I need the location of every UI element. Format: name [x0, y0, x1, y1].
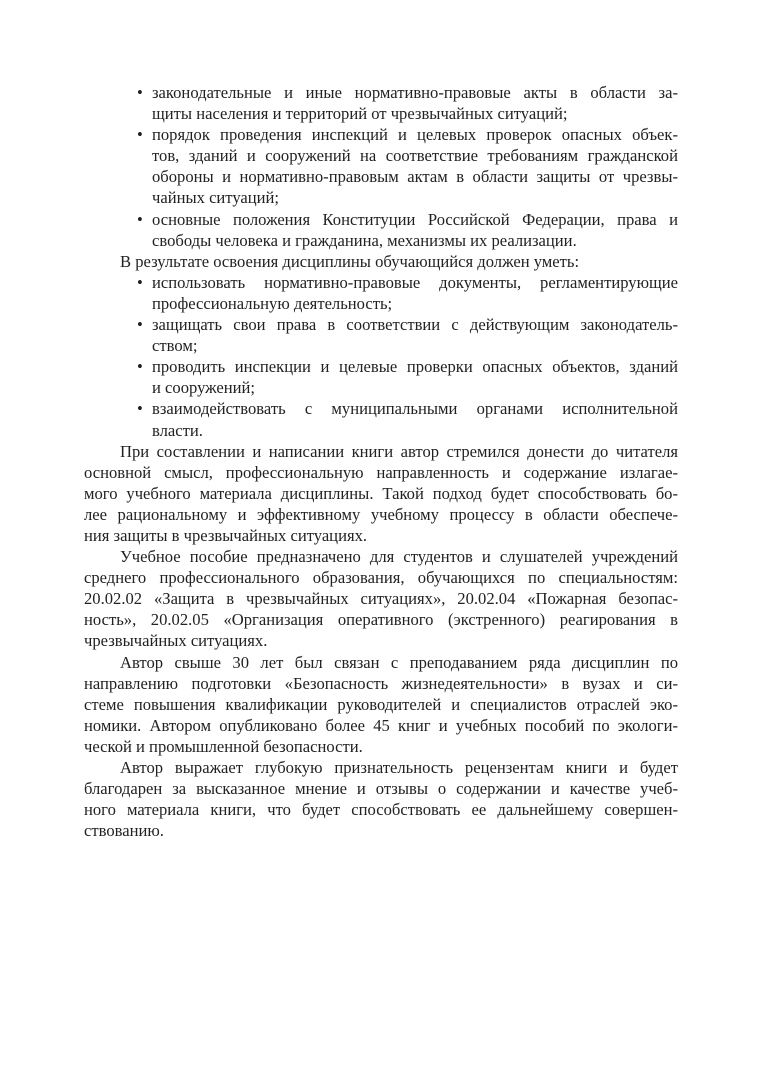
text-line: щиты населения и территорий от чрезвычайных ситуаций;: [152, 104, 568, 124]
paragraph: [84, 546, 678, 651]
text-line: Автор свыше 30 лет был связан с преподаванием ряда дисциплин по: [120, 652, 678, 672]
text-line: тов, зданий и сооружений на соответствие требованиям гражданской: [152, 146, 678, 166]
paragraph: [84, 652, 678, 757]
paragraph: [84, 441, 678, 546]
text-line: ствованию.: [84, 821, 164, 841]
bullet-icon: •: [137, 315, 143, 335]
bullet-icon: •: [137, 357, 143, 377]
text-line: чайных ситуаций;: [152, 188, 280, 208]
text-line: и сооружений;: [152, 378, 256, 398]
text-line: ческой и промышленной безопасности.: [84, 736, 363, 756]
bullet-item: [84, 398, 678, 440]
text-line: Учебное пособие предназначено для студентов и слушателей учреждений: [120, 547, 678, 567]
text-line: лее рациональному и эффективному учебному процессу в области обеспече-: [84, 504, 678, 524]
text-line: ность», 20.02.05 «Организация оперативного (экстренного) реагирования в: [84, 610, 678, 630]
bullet-icon: •: [137, 399, 143, 419]
paragraph: [84, 757, 678, 841]
text-line: взаимодействовать с муниципальными органами исполнительной: [152, 399, 678, 419]
text-line: использовать нормативно-правовые документы, регламентирующие: [152, 272, 678, 292]
text-line: При составлении и написании книги автор стремился донести до читателя: [120, 441, 678, 461]
text-line: власти.: [152, 420, 203, 440]
bullet-icon: •: [137, 83, 143, 102]
bullet-item: [84, 272, 678, 314]
text-line: свободы человека и гражданина, механизмы их реализации.: [152, 230, 577, 250]
bullet-icon: •: [137, 209, 143, 229]
text-line: основной смысл, профессиональную направленность и содержание излагае-: [84, 462, 678, 482]
lead-line: [84, 251, 678, 272]
text-line: благодарен за высказанное мнение и отзывы о содержании и качестве учеб-: [84, 779, 678, 799]
text-line: проводить инспекции и целевые проверки опасных объектов, зданий: [152, 357, 678, 377]
text-line: 20.02.02 «Защита в чрезвычайных ситуациях», 20.02.04 «Пожарная безопас-: [84, 589, 678, 609]
text-line: профессиональную деятельность;: [152, 293, 393, 313]
document-page: [84, 82, 678, 841]
bullet-item: [84, 124, 678, 208]
bullet-item: [84, 314, 678, 356]
text-line: обороны и нормативно-правовым актам в области защиты от чрезвы-: [152, 167, 678, 187]
text-line: ния защиты в чрезвычайных ситуациях.: [84, 525, 368, 545]
text-line: порядок проведения инспекций и целевых проверок опасных объек-: [152, 125, 678, 145]
text-line: законодательные и иные нормативно-правовые акты в области за-: [152, 83, 678, 102]
bullet-icon: •: [137, 272, 143, 292]
text-line: ством;: [152, 336, 198, 356]
text-line: Автор выражает глубокую признательность рецензентам книги и будет: [120, 758, 678, 777]
text-line: среднего профессионального образования, обучающихся по специальностям:: [84, 568, 678, 588]
bullet-item: [84, 82, 678, 124]
text-line: ного материала книги, что будет способствовать ее дальнейшему совершен-: [84, 800, 678, 820]
text-line: чрезвычайных ситуациях.: [84, 631, 268, 651]
text-line: основные положения Конституции Российской Федерации, права и: [152, 209, 678, 229]
bullet-icon: •: [137, 125, 143, 145]
text-line: защищать свои права в соответствии с действующим законодатель-: [152, 315, 678, 335]
bullet-item: [84, 209, 678, 251]
text-line: мого учебного материала дисциплины. Такой подход будет способствовать бо-: [84, 483, 678, 503]
text-line: В результате освоения дисциплины обучающийся должен уметь:: [120, 251, 580, 271]
bullet-item: [84, 356, 678, 398]
text-line: стеме повышения квалификации руководителей и специалистов отраслей эко-: [84, 694, 678, 714]
text-line: направлению подготовки «Безопасность жизнедеятельности» в вузах и си-: [84, 673, 678, 693]
text-line: номики. Автором опубликовано более 45 книг и учебных пособий по экологи-: [84, 715, 678, 735]
